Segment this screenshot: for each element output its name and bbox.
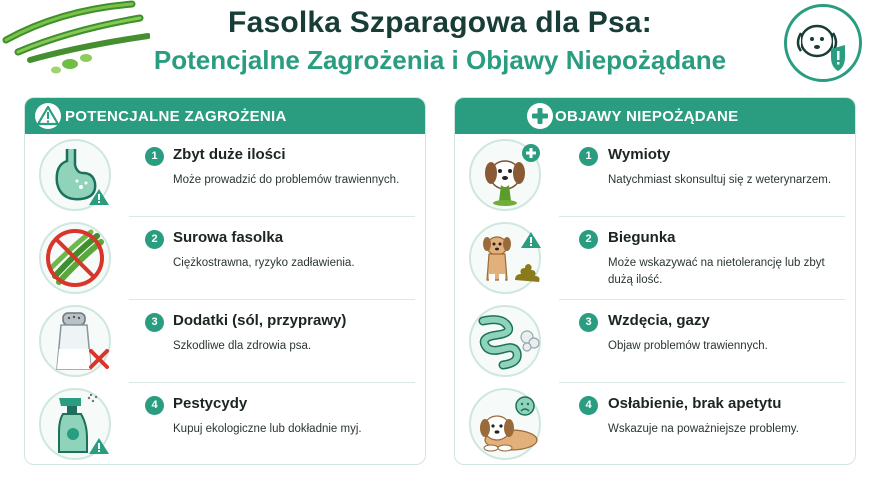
item-description: Może prowadzić do problemów trawiennych. [173, 174, 400, 186]
item-number: 1 [579, 147, 598, 166]
item-title: Dodatki (sól, przyprawy) [173, 312, 347, 329]
item-number: 3 [579, 313, 598, 332]
symptoms-panel-header [455, 98, 855, 134]
hazard-item [25, 217, 425, 300]
intestine-gas-icon [467, 305, 547, 378]
item-title: Wzdęcia, gazy [608, 312, 710, 329]
lying-dog-icon [467, 388, 547, 461]
item-number: 3 [145, 313, 164, 332]
symptom-item [455, 217, 855, 300]
item-description: Kupuj ekologiczne lub dokładnie myj. [173, 423, 362, 435]
spray-bottle-icon [37, 388, 117, 461]
medical-plus-icon [527, 103, 553, 129]
item-number: 2 [145, 230, 164, 249]
crossed-beans-icon [37, 222, 117, 295]
item-title: Zbyt duże ilości [173, 146, 286, 163]
item-number: 2 [579, 230, 598, 249]
item-number: 4 [145, 396, 164, 415]
warning-triangle-icon [35, 103, 61, 129]
hazards-panel-header [25, 98, 425, 134]
item-description: Wskazuje na poważniejsze problemy. [608, 423, 799, 435]
stomach-icon [37, 139, 117, 212]
salt-shaker-icon [37, 305, 117, 378]
item-title: Wymioty [608, 146, 671, 163]
item-title: Osłabienie, brak apetytu [608, 395, 782, 412]
item-title: Surowa fasolka [173, 229, 284, 246]
item-description: Szkodliwe dla zdrowia psa. [173, 340, 312, 352]
page-title: Fasolka Szparagowa dla Psa: [228, 6, 652, 39]
item-number: 1 [145, 147, 164, 166]
symptoms-panel [454, 97, 856, 465]
hazard-item [25, 383, 425, 465]
symptoms-panel-title: OBJAWY NIEPOŻĄDANE [555, 107, 739, 125]
hazard-item [25, 300, 425, 383]
item-title: Pestycydy [173, 395, 248, 412]
item-description: Może wskazywać na nietolerancję lub zbyt dużą ilość. [608, 257, 825, 286]
symptom-item [455, 134, 855, 217]
dog-with-poop-icon [467, 222, 547, 295]
hazards-panel [24, 97, 426, 465]
vomiting-dog-icon [467, 139, 547, 212]
page-subtitle: Potencjalne Zagrożenia i Objawy Niepożądane [153, 45, 727, 75]
dog-shield-badge-icon [784, 4, 862, 82]
hazards-panel-title: POTENCJALNE ZAGROŻENIA [65, 107, 287, 125]
item-description: Objaw problemów trawiennych. [608, 340, 768, 352]
symptom-item [455, 300, 855, 383]
item-description: Ciężkostrawna, ryzyko zadławienia. [173, 257, 355, 269]
hazard-item [25, 134, 425, 217]
item-title: Biegunka [608, 229, 676, 246]
item-description: Natychmiast skonsultuj się z weterynarzem. [608, 174, 832, 186]
symptom-item [455, 383, 855, 465]
item-number: 4 [579, 396, 598, 415]
